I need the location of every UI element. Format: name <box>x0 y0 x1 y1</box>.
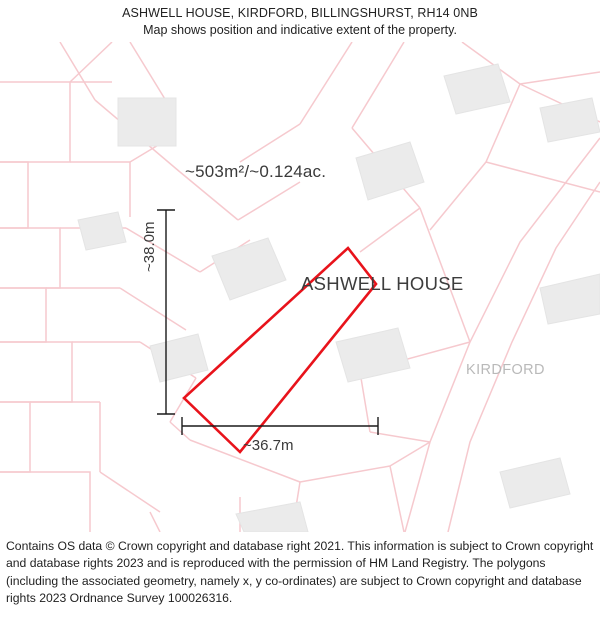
copyright-footer: Contains OS data © Crown copyright and database right 2021. This information is subject to Crown copyright and database rights 2023 and is reproduced with the permission of HM Land Registry. The polygons (including the associated geometry, namely x, y co-ordinates) are subject to Crown copyright and database rights 2023 Ordnance Survey 100026316. <box>6 539 594 606</box>
map-vector-layer <box>0 42 600 532</box>
place-name-label: KIRDFORD <box>466 362 545 378</box>
area-label: ~503m²/~0.124ac. <box>185 162 327 181</box>
dimension-horizontal-label: ~36.7m <box>243 437 294 454</box>
dimension-vertical-label: ~38.0m <box>141 221 158 272</box>
map-canvas[interactable] <box>0 42 600 532</box>
page-subtitle: Map shows position and indicative extent of the property. <box>143 23 457 37</box>
property-name-label: ASHWELL HOUSE <box>301 273 464 294</box>
map-background <box>0 42 600 532</box>
map-header <box>0 0 600 42</box>
page-title: ASHWELL HOUSE, KIRDFORD, BILLINGSHURST, RH14 0NB <box>122 6 478 20</box>
